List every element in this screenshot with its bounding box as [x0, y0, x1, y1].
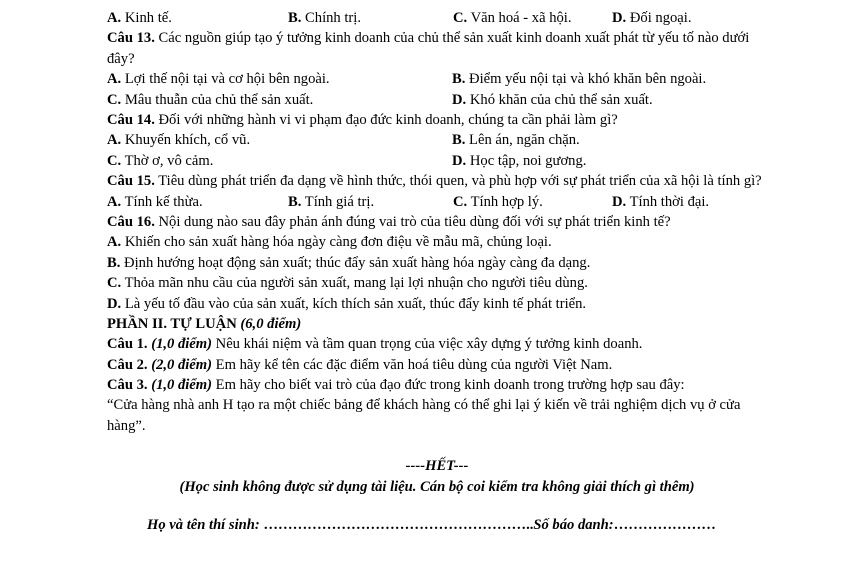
q16-option-a: A. Khiến cho sản xuất hàng hóa ngày càng đơn điệu về mẫu mã, chủng loại. — [107, 234, 552, 251]
q13-option-c: C. Mâu thuẫn của chủ thể sản xuất. — [107, 91, 314, 108]
q14-options-row1 — [107, 130, 767, 150]
candidate-name-blank: ……………………………………………….. — [263, 517, 534, 534]
candidate-name-label: Họ và tên thí sinh: — [147, 517, 260, 534]
q16-option-d: D. Là yếu tố đầu vào của sản xuất, kích thích sản xuất, thúc đẩy kinh tế phát triển. — [107, 295, 587, 312]
q14-option-d: D. Học tập, noi gương. — [452, 152, 587, 169]
q16-stem: Câu 16. Nội dung nào sau đây phản ánh đúng vai trò của tiêu dùng đối với sự phát triển kinh tế? — [107, 213, 671, 230]
q16-option-b: B. Định hướng hoạt động sản xuất; thúc đẩy sản xuất hàng hóa ngày càng đa dạng. — [107, 254, 591, 271]
q13-options-row1 — [107, 69, 767, 89]
q13-option-b: B. Điểm yếu nội tại và khó khăn bên ngoài. — [452, 71, 707, 88]
q15-option-d: D. Tính thời đại. — [612, 193, 710, 210]
q14-option-a: A. Khuyến khích, cổ vũ. — [107, 132, 251, 149]
q15-option-c: C. Tính hợp lý. — [453, 193, 543, 210]
q13-stem: Câu 13. Các nguồn giúp tạo ý tưởng kinh doanh của chủ thể sản xuất kinh doanh xuất phát từ yếu tố nào dưới đây? — [107, 30, 750, 67]
q14-options-row2 — [107, 151, 767, 171]
exam-note: (Học sinh không được sử dụng tài liệu. Cán bộ coi kiểm tra không giải thích gì thêm) — [179, 478, 695, 495]
q15-stem: Câu 15. Tiêu dùng phát triển đa dạng về hình thức, thói quen, và phù hợp với sự phát triển của xã hội là tính gì? — [107, 173, 762, 190]
part2-heading: PHẦN II. TỰ LUẬN (6,0 điểm) — [107, 315, 302, 332]
q12-option-b: B. Chính trị. — [288, 10, 361, 26]
q14-option-b: B. Lên án, ngăn chặn. — [452, 132, 580, 149]
q13-options-row2 — [107, 90, 767, 110]
q16-option-c: C. Thỏa mãn nhu cầu của người sản xuất, mang lại lợi nhuận cho người tiêu dùng. — [107, 275, 588, 292]
essay-question-3-quote: “Cửa hàng nhà anh H tạo ra một chiếc bảng để khách hàng có thể ghi lại ý kiến về trải nghiệm dịch vụ ở cửa hàng”. — [107, 397, 741, 434]
q14-stem: Câu 14. Đối với những hành vi vi phạm đạo đức kinh doanh, chúng ta cần phải làm gì? — [107, 111, 618, 128]
essay-question-3: Câu 3. (1,0 điểm) Em hãy cho biết vai trò của đạo đức trong kinh doanh trong trường hợp sau đây: — [107, 377, 685, 394]
q12-option-c: C. Văn hoá - xã hội. — [453, 10, 572, 26]
q15-option-a: A. Tính kế thừa. — [107, 193, 203, 210]
q13-option-a: A. Lợi thế nội tại và cơ hội bên ngoài. — [107, 71, 330, 88]
end-marker: ----HẾT--- — [405, 458, 469, 475]
candidate-id-blank: ………………… — [613, 517, 716, 534]
q15-options — [107, 192, 767, 212]
q14-option-c: C. Thờ ơ, vô cảm. — [107, 152, 214, 169]
essay-question-1: Câu 1. (1,0 điểm) Nêu khái niệm và tầm quan trọng của việc xây dựng ý tưởng kinh doanh. — [107, 336, 643, 353]
q12-option-d: D. Đối ngoại. — [612, 10, 692, 26]
q12-options — [107, 8, 767, 28]
q12-option-a: A. Kinh tế. — [107, 10, 172, 26]
essay-question-2: Câu 2. (2,0 điểm) Em hãy kể tên các đặc điểm văn hoá tiêu dùng của người Việt Nam. — [107, 356, 613, 373]
exam-page — [107, 8, 767, 535]
q13-option-d: D. Khó khăn của chủ thể sản xuất. — [452, 91, 653, 108]
candidate-id-label: Số báo danh: — [533, 517, 614, 534]
q15-option-b: B. Tính giá trị. — [288, 193, 375, 210]
candidate-info — [107, 515, 767, 535]
